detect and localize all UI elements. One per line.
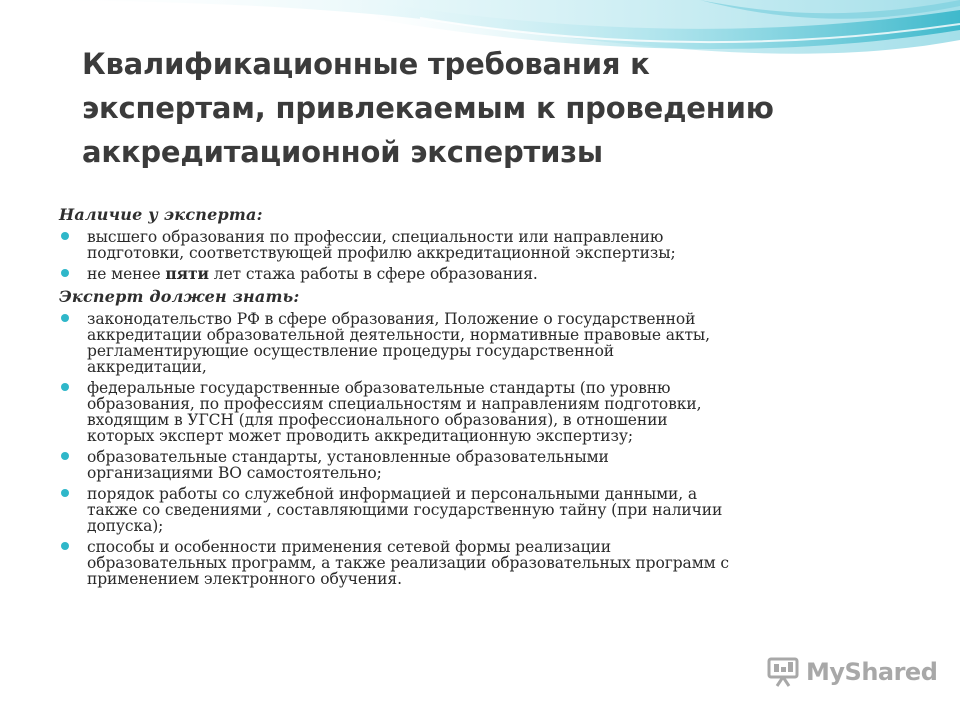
presentation-icon [766,656,800,688]
list-item [59,539,909,587]
list-item-text: федеральные государственные образовательные стандарты (по уровню [87,379,671,397]
emphasis-text: пяти [165,264,209,283]
list-item [59,380,909,444]
title-line: аккредитационной экспертизы [82,135,603,169]
bullet-icon [61,314,69,322]
text-prefix: не менее [87,265,166,283]
list-item-text: образовательных программ, а также реализации образовательных программ с [87,554,730,572]
watermark-text: MyShared [806,658,938,686]
list-item-text: регламентирующие осуществление процедуры государственной [87,342,615,360]
bullet-icon [61,542,69,550]
list-item-text: которых эксперт может проводить аккредитационную экспертизу; [87,427,634,445]
bullet-icon [61,452,69,460]
watermark [766,656,937,688]
slide-body [59,205,909,592]
bullet-icon [61,269,69,277]
list-item-text: также со сведениями , составляющими государственную тайну (при наличии [87,501,723,519]
list-item [59,266,909,282]
list-item-text: применением электронного обучения. [87,570,402,588]
list-item-text: допуска); [87,517,164,535]
list-item-text: образовательные стандарты, установленные образовательными [87,448,609,466]
list-item [59,229,909,261]
list-item-text: аккредитации образовательной деятельности, нормативные правовые акты, [87,326,710,344]
bullet-icon [61,232,69,240]
list-item-text: подготовки, соответствующей профилю аккредитационной экспертизы; [87,244,676,262]
list-item-text [87,266,909,282]
list-item-text: способы и особенности применения сетевой формы реализации [87,538,612,556]
list-item-text: законодательство РФ в сфере образования, Положение о государственной [87,310,696,328]
section-heading-expert-must-know: Эксперт должен знать: [59,287,300,306]
list-item [59,311,909,375]
list-item-text: входящим в УГСН (для профессионального образования), в отношении [87,411,668,429]
list-item-text: образования, по профессиям специальностям и направлениям подготовки, [87,395,702,413]
bullet-icon [61,383,69,391]
list-item [59,486,909,534]
title-line: экспертам, привлекаемым к проведению [82,91,774,125]
list-item [59,449,909,481]
list-item-text: порядок работы со служебной информацией и персональными данными, а [87,485,698,503]
slide-title [82,42,902,174]
list-item-text: организациями ВО самостоятельно; [87,464,382,482]
list-item-text: высшего образования по профессии, специальности или направлению [87,228,664,246]
text-suffix: лет стажа работы в сфере образования. [208,265,538,283]
list-item-text: аккредитации, [87,358,207,376]
bullet-icon [61,489,69,497]
section-heading-expert-has: Наличие у эксперта: [59,205,263,224]
bullet-list-expert-has [59,229,909,282]
bullet-list-expert-must-know [59,311,909,587]
title-line: Квалификационные требования к [82,47,650,81]
